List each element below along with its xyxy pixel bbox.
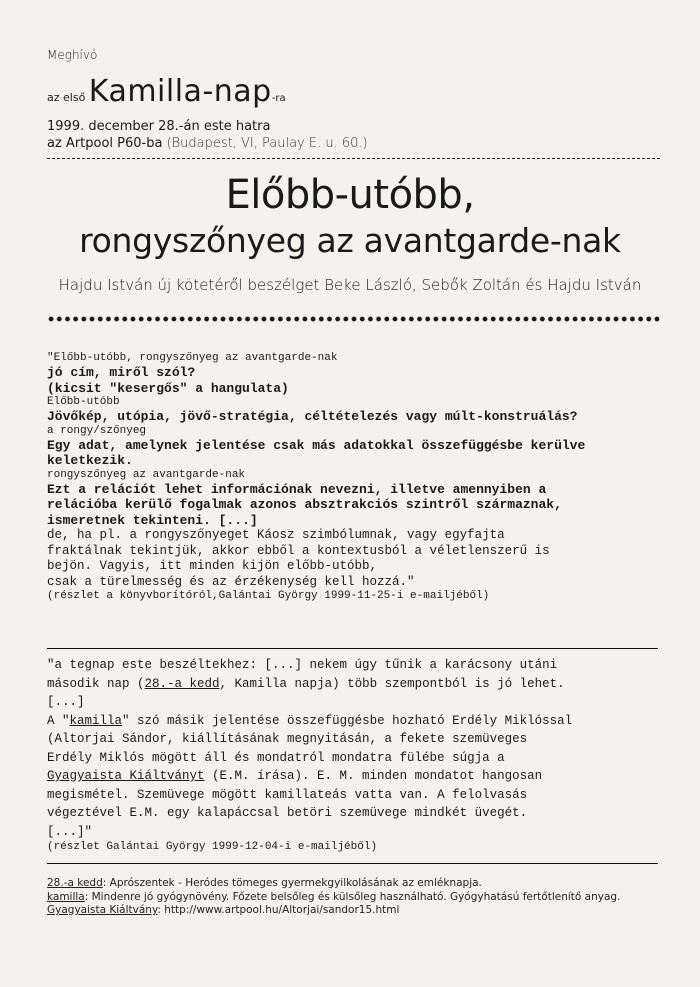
quote2-line [47, 675, 667, 694]
quote1-line: keletkezik. [47, 453, 133, 468]
event-venue: az Artpool P60-ba [47, 136, 163, 151]
footnote-text: : http://www.artpool.hu/Altorjai/sandor15.html [157, 904, 400, 916]
quote1-line: Jövőkép, utópia, jövő-stratégia, céltételezés vagy múlt-konstruálás? [47, 409, 578, 424]
invitation-label: Meghívó [47, 48, 98, 62]
manifesto-link: Gyagyaista Kiáltványt [47, 769, 205, 783]
subtitle: Hajdu István új kötetéről beszélget Beke László, Sebők Zoltán és Hajdu István [58, 276, 642, 294]
quote1-line: Előbb-utóbb [47, 396, 120, 408]
quote2-line: [...]" [47, 824, 93, 839]
date-link: 28.-a kedd [144, 676, 220, 691]
quote2-line: "a tegnap este beszéltekhez: [...] nekem úgy tűnik a karácsony utáni [47, 658, 558, 672]
quote2-text: , Kamilla napja) több szempontból is jó lehet. [219, 676, 565, 691]
event-date: 1999. december 28.-án este hatra [47, 119, 271, 134]
quote1-line: fraktálnak tekintjük, akkor ebből a kontextusból a véletlenszerű is [47, 543, 550, 558]
event-address: (Budapest, VI, Paulay E. u. 60.) [166, 136, 368, 151]
quote1-line: relációba kerülő fogalmak azonos absztrakciós szintről származnak, [47, 497, 562, 512]
quote1-line: Ezt a relációt lehet információnak nevezni, illetve amennyiben a [47, 481, 547, 497]
footnote-date [47, 877, 667, 891]
quote2-line: Erdély Miklós mögött áll és mondatról mondatra fülébe súgja a [47, 750, 505, 765]
footnote-kamilla [47, 891, 667, 905]
title-block [40, 170, 660, 294]
quote1-line: rongyszőnyeg az avantgarde-nak [47, 468, 246, 481]
dotted-divider [47, 316, 660, 322]
quote2-line [47, 767, 667, 786]
footnote-term: kamilla [47, 890, 85, 903]
dashed-divider [47, 158, 660, 159]
title-line-2: rongyszőnyeg az avantgarde-nak [79, 221, 621, 260]
quote2-text: " szó másik jelentése összefüggésbe hozható Erdély Miklóssal [122, 713, 573, 728]
quote-block-1 [47, 352, 667, 603]
solid-divider-2 [47, 863, 658, 864]
quote1-line: csak a türelmesség és az érzékenység kell hozzá." [47, 574, 415, 589]
footnote-text: : Aprószentek - Heródes tömeges gyermekgyilkolásának az emléknapja. [102, 877, 482, 889]
footnotes [47, 877, 667, 918]
quote1-line: Egy adat, amelynek jelentése csak más adatokkal összefüggésbe kerülve [47, 437, 586, 453]
quote1-line: bejön. Vagyis, itt minden kijön előbb-utóbb, [47, 559, 378, 573]
quote2-text: A " [47, 713, 70, 728]
quote1-line: ismeretnek tekinteni. [...] [47, 512, 258, 528]
quote2-citation: (részlet Galántai György 1999-12-04-i e-mailjéből) [47, 841, 378, 853]
event-suffix: -ra [271, 93, 286, 104]
quote1-line: jó cím, miről szól? [47, 365, 196, 380]
footnote-text: : Mindenre jó gyógynövény. Főzete belsőleg és külsőleg használható. Gyógyhatású fertőtlenítő anyag. [84, 890, 621, 903]
quote1-line: a rongy/szőnyeg [47, 424, 147, 437]
quote1-citation: (részlet a könyvborítóról,Galántai György 1999-11-25-i e-mailjéből) [47, 590, 490, 602]
quote2-text: (E.M. írása). E. M. minden mondatot hangosan [204, 769, 543, 783]
title-line-1: Előbb-utóbb, [225, 172, 475, 218]
footnote-term: Gyagyaista Kiáltvány [47, 904, 158, 916]
quote1-line: (kicsit "kesergős" a hangulata) [47, 380, 289, 396]
event-prefix: az első [47, 91, 86, 104]
quote1-line: de, ha pl. a rongyszőnyeget Káosz szimbólumnak, vagy egyfajta [47, 528, 505, 542]
quote2-line: megismétel. Szemüvege mögött kamillateás vatta van. A felolvasás [47, 787, 528, 802]
quote2-line: (Altorjai Sándor, kiállításának megnyitásán, a fekete szemüveges [47, 732, 528, 746]
quote2-line: végeztével E.M. egy kalapáccsal betöri szemüvege mindkét üvegét. [47, 806, 528, 820]
quote-block-2 [47, 656, 667, 854]
footnote-manifesto [47, 904, 667, 918]
event-venue-line [47, 136, 657, 151]
quote2-text: második nap ( [47, 676, 145, 691]
event-name-line [47, 74, 657, 109]
footnote-term: 28.-a kedd [47, 877, 103, 889]
quote1-line: "Előbb-utóbb, rongyszőnyeg az avantgarde-nak [47, 352, 338, 364]
kamilla-link: kamilla [69, 713, 123, 728]
solid-divider-1 [47, 648, 658, 649]
invitation-header [47, 48, 657, 151]
event-name: Kamilla-nap [88, 74, 272, 109]
quote2-line: [...] [47, 695, 85, 709]
quote2-line [47, 712, 667, 731]
